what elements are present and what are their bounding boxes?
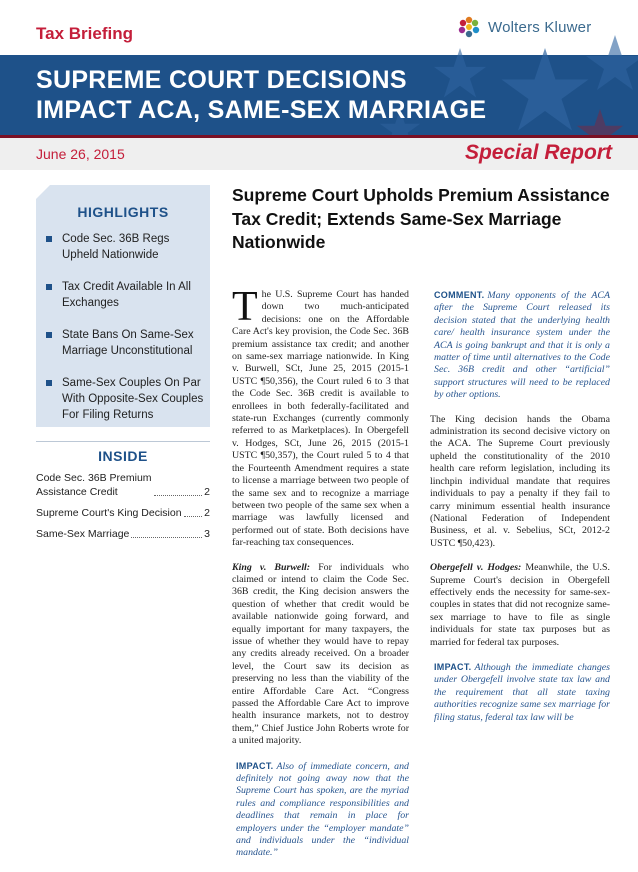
report-type: Special Report — [464, 141, 612, 164]
impact-text: Although the immediate changes under Obergefell involve state tax law and the requirement that all state taxing authorities recognize same sex marriage for filing status, federal tax law will be — [434, 661, 610, 723]
obergefell-body: Meanwhile, the U.S. Supreme Court's decision in Obergefell effectively ends the necessity for same-sex-couples in states that did not recognize same-sex marriage to have to file as single individuals for state tax purposes but as married for federal tax purposes. — [430, 562, 610, 648]
obergefell-heading: Obergefell v. Hodges: — [430, 562, 522, 574]
impact-text: Also of immediate concern, and definitely not going away now that the Supreme Court has spoken, are the myriad rules and compliance responsibilities and deadlines that remain in place for employers under the “employer mandate” and individuals under the “individual mandate.” — [236, 760, 409, 859]
comment-text: Many opponents of the ACA after the Supreme Court released its decision stated that the underlying health care/ health insurance system under the ACA is going bankrupt and that it is only a matter of time until alternatives to the Code Sec. 36B credit and other “artificial” support structures will need to be replaced by other options. — [434, 290, 610, 401]
impact-callout-2 — [430, 661, 610, 724]
title-line-1: SUPREME COURT DECISIONS — [36, 66, 407, 94]
drop-cap: T — [232, 284, 258, 330]
highlight-item: Same-Sex Couples On Par With Opposite-Sex Couples For Filing Returns — [44, 375, 204, 423]
brand-name: Wolters Kluwer — [488, 18, 592, 36]
inside-title: INSIDE — [98, 448, 148, 464]
king-decision-paragraph: The King decision hands the Obama administration its second decisive victory on the ACA. The Supreme Court previously upheld the constitutionality of the 2010 health care reform legislation, including its linchpin individual mandate that requires individuals to pay a penalty if they fail to carry minimum essential health insurance (National Federation of Independent Business, et al. v. Sebelius, SCt, 2012-2 USTC ¶50,423). — [430, 413, 610, 549]
toc-entry-page: 2 — [204, 486, 210, 498]
table-of-contents — [36, 471, 210, 548]
king-section — [232, 562, 409, 748]
toc-entry[interactable] — [36, 506, 210, 520]
highlight-item: Code Sec. 36B Regs Upheld Nationwide — [44, 231, 204, 263]
highlight-item: Tax Credit Available In All Exchanges — [44, 279, 204, 311]
page-title — [36, 65, 486, 125]
toc-entry-page: 2 — [204, 507, 210, 519]
highlights-list — [44, 231, 204, 439]
tax-briefing-label: Tax Briefing — [36, 24, 133, 43]
toc-entry-label: Same-Sex Marriage — [36, 528, 130, 540]
article-column-1 — [232, 284, 409, 872]
title-banner — [0, 55, 638, 135]
title-line-2: IMPACT ACA, SAME-SEX MARRIAGE — [36, 96, 487, 124]
king-heading: King v. Burwell: — [232, 561, 311, 573]
impact-label: IMPACT. — [236, 760, 274, 771]
toc-entry[interactable] — [36, 471, 210, 499]
article-column-2 — [430, 289, 610, 736]
toc-entry-page: 3 — [204, 528, 210, 540]
brand-logo — [456, 14, 591, 40]
article-title: Supreme Court Upholds Premium Assistance Tax Credit; Extends Same-Sex Marriage Nationwide — [232, 185, 610, 252]
impact-callout-1 — [232, 760, 409, 860]
toc-entry[interactable] — [36, 527, 210, 541]
inside-divider — [36, 441, 210, 442]
issue-date: June 26, 2015 — [36, 146, 125, 162]
comment-label: COMMENT. — [434, 290, 485, 300]
toc-entry-label: Supreme Court's King Decision — [36, 507, 182, 519]
comment-callout — [430, 289, 610, 402]
highlights-title: HIGHLIGHTS — [77, 204, 169, 220]
intro-text: he U.S. Supreme Court has handed down two much-anticipated decisions: one on the Affordable Care Act's key provision, the Code Sec. 36B premium assistance tax credit; and another on same-sex marriage nationwide. In King v. Burwell, SCt, June 25, 2015 (2015-1 USTC ¶50,356), the Court ruled 6 to 3 that the Code Sec. 36B credit is available to enrollees in both federally-facilitated and state-run Exchanges (currently commonly referred to as Marketplaces). In Obergefell v. Hodges, SCt, June 26, 2015 (2015-1 USTC ¶50,357), the Court ruled 5 to 4 that the Fourteenth Amendment requires a state to license a marriage between two people of the same sex and to recognize a marriage between two people of the same sex when a marriage was lawfully licensed and performed out of state. Both decisions have far-reaching tax consequences. — [232, 289, 409, 549]
impact-label: IMPACT. — [434, 661, 472, 672]
toc-leader-dots — [131, 537, 202, 538]
toc-leader-dots — [154, 495, 203, 496]
highlights-corner-cut — [36, 185, 50, 199]
toc-entry-label: Code Sec. 36B Premium Assistance Credit — [36, 472, 152, 498]
toc-leader-dots — [184, 516, 203, 517]
king-body: For individuals who claimed or intend to claim the Code Sec. 36B credit, the King decision answers the question of whether that credit would be available nationwide going forward, and equally important for many taxpayers, the issue of whether they would have to repay any credits already received. On a broader level, the Court saw its decision as preserving no less than the viability of the entire Affordable Care Act. “Congress passed the Affordable Care Act to improve health insurance markets, not to destroy them,” Chief Justice John Roberts wrote for a united majority. — [232, 561, 409, 747]
obergefell-section — [430, 562, 610, 649]
highlight-item: State Bans On Same-Sex Marriage Unconstitutional — [44, 327, 204, 359]
article-intro — [232, 284, 409, 550]
wolters-kluwer-logo-icon — [456, 14, 482, 40]
